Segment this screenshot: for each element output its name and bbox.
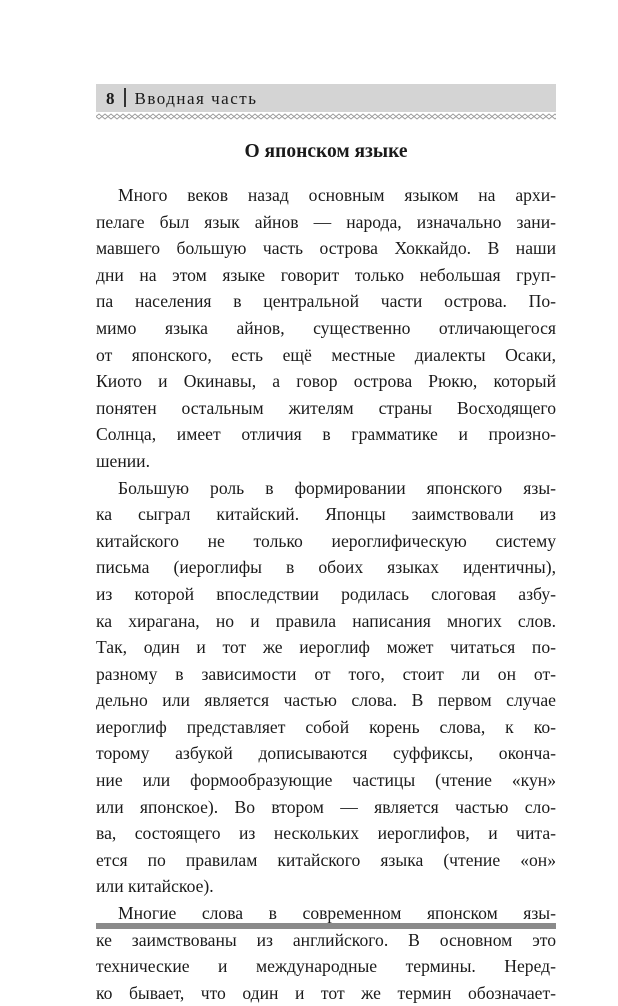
running-header bbox=[96, 84, 556, 112]
text-line: понятен остальным жителям страны Восходящего bbox=[96, 397, 556, 418]
text-line: китайского не только иероглифическую систему bbox=[96, 530, 556, 551]
page-number: 8 bbox=[106, 89, 115, 108]
text-line: шении. bbox=[96, 450, 151, 471]
text-line: Солнца, имеет отличия в грамматике и произно- bbox=[96, 424, 556, 445]
text-line: Многие слова в современном японском язы- bbox=[118, 903, 556, 924]
text-line: Так, один и тот же иероглиф может читаться по- bbox=[96, 637, 556, 658]
body-text bbox=[96, 182, 556, 1006]
footer-rule bbox=[96, 923, 556, 929]
text-line: торому азбукой дописываются суффиксы, оконча- bbox=[96, 743, 556, 764]
text-line: технические и международные термины. Неред- bbox=[96, 956, 556, 977]
text-line: мавшего большую часть острова Хоккайдо. В наши bbox=[96, 238, 556, 259]
ornament-border bbox=[96, 113, 556, 120]
text-line: ется по правилам китайского языка (чтение «он» bbox=[96, 849, 556, 870]
text-line: от японского, есть ещё местные диалекты Осаки, bbox=[96, 344, 556, 365]
text-line: Большую роль в формировании японского язы- bbox=[118, 477, 556, 498]
text-line: письма (иероглифы в обоих языках идентичны), bbox=[96, 557, 556, 578]
section-title: Вводная часть bbox=[134, 89, 258, 108]
text-line: Киото и Окинавы, а говор острова Рюкю, который bbox=[96, 371, 556, 392]
text-line: ва, состоящего из нескольких иероглифов, и чита- bbox=[96, 823, 556, 844]
running-header-text bbox=[106, 84, 257, 112]
chapter-title: О японском языке bbox=[244, 141, 408, 162]
text-line: Много веков назад основным языком на архи- bbox=[118, 185, 556, 205]
text-line: дни на этом языке говорит только небольшая груп- bbox=[96, 264, 556, 285]
text-line: па населения в центральной части острова. По- bbox=[96, 291, 556, 312]
header-separator bbox=[124, 88, 126, 107]
text-line: ка хирагана, но и правила написания многих слов. bbox=[96, 610, 556, 631]
text-line: ние или формообразующие частицы (чтение «кун» bbox=[96, 770, 556, 791]
text-line: иероглиф представляет собой корень слова, к ко- bbox=[96, 716, 556, 737]
text-line: ко бывает, что один и тот же термин обозначает- bbox=[96, 982, 556, 1003]
text-line: или китайское). bbox=[96, 876, 214, 897]
text-line: ке заимствованы из английского. В основном это bbox=[96, 929, 556, 950]
text-line: дельно или является частью слова. В первом случае bbox=[96, 690, 556, 711]
text-line: ка сыграл китайский. Японцы заимствовали из bbox=[96, 504, 556, 525]
text-line: мимо языка айнов, существенно отличающегося bbox=[96, 317, 556, 338]
text-line: из которой впоследствии родилась слоговая азбу- bbox=[96, 583, 556, 604]
text-line: пелаге был язык айнов — народа, изначально зани- bbox=[96, 211, 556, 232]
text-line: или японское). Во втором — является частью сло- bbox=[96, 796, 556, 817]
text-line: разному в зависимости от того, стоит ли он от- bbox=[96, 663, 556, 684]
